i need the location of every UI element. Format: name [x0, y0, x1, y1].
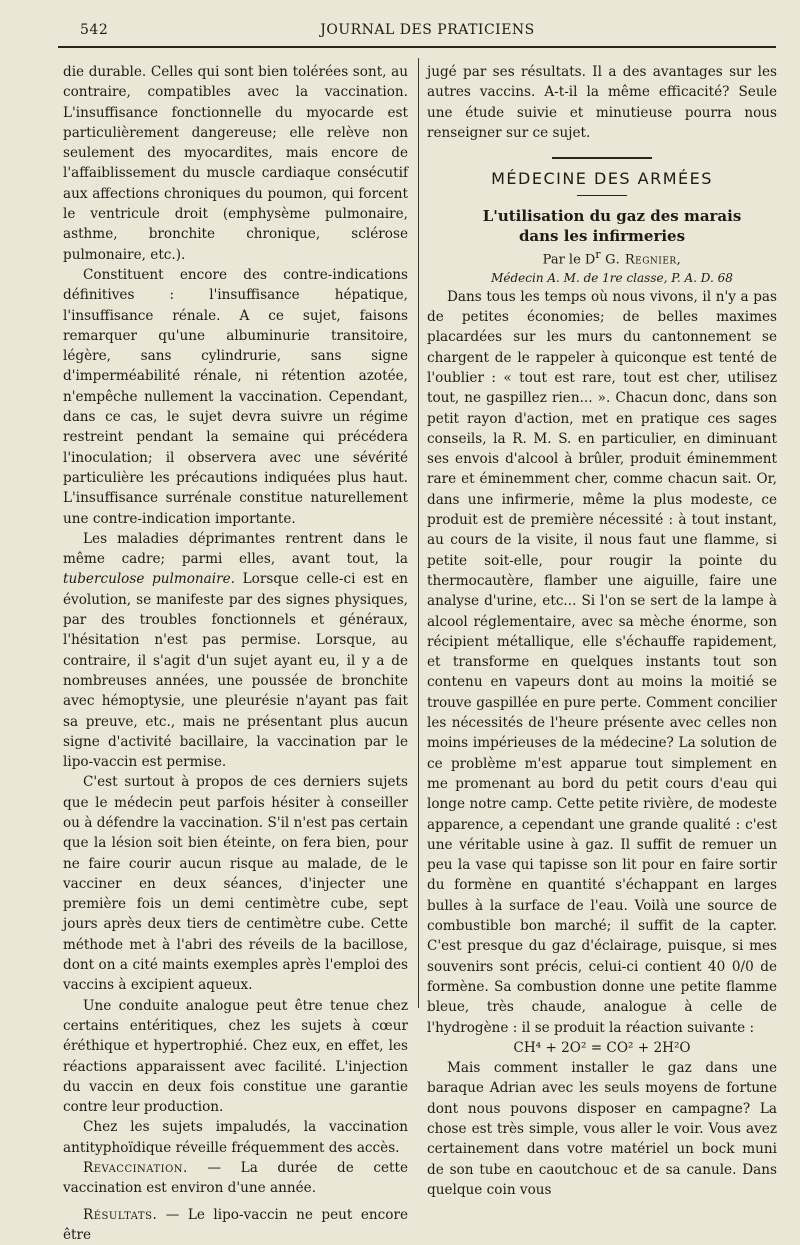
paragraph: C'est surtout à propos de ces derniers sujets que le médecin peut parfois hésiter à conseiller ou à défendre la vaccination. S'il n'est pas certain que la lésion soit bien éteinte, on fera bien, pour ne faire courir aucun risque au malade, de le vacciner en deux séances, d'injecter une première fois un demi centimètre cube, sept jours après deux tiers de centimètre cube. Cette méthode met à l'abri des réveils de la bacillose, dont on a cité maints exemples après l'emploi des vaccins à excipient aqueux.	[63, 774, 408, 994]
section-heading: MÉDECINE DES ARMÉES	[491, 169, 713, 189]
article-title: L'utilisation du gaz des marais dans les infirmeries	[482, 207, 742, 246]
paragraph: jugé par ses résultats. Il a des avantages sur les autres vaccins. A-t-il la même efficacité? Seule une étude suivie et minutieuse pourra nous renseigner sur ce sujet.	[427, 64, 777, 141]
left-column	[63, 62, 408, 1245]
run-in-heading: Revaccination.	[83, 1160, 188, 1177]
paragraph: Revaccination. — La durée de cette vaccination est environ d'une année.	[63, 1160, 408, 1197]
section-rule	[577, 195, 627, 196]
byline: Par le $D^r$ G. Regnier,	[542, 248, 682, 268]
run-in-heading: Résultats.	[83, 1206, 158, 1223]
affiliation: Médecin A. M. de 1re classe, P. A. D. 68	[491, 270, 733, 285]
separator-rule	[552, 157, 652, 159]
paragraph: Dans tous les temps où nous vivons, il n'y a pas de petites économies; de belles maximes placardées sur les murs du cantonnement se chargent de le rappeler à quiconque est tenté de l'oublier : « tout est rare, tout est cher, utilisez tout, ne gaspillez rien... ». Chacun donc, dans son petit rayon d'action, met en pratique ces sages conseils, la R. M. S. en particulier, en diminuant ses envois d'alcool à brûler, produit éminemment rare et éminemment cher, comme chacun sait. Or, dans une infirmerie, même la plus modeste, ce produit est de première nécessité : à tout instant, au cours de la visite, il nous faut une flamme, si petite soit-elle, pour rougir la pointe du thermocautère, flamber une aiguille, faire une analyse d'urine, etc... Si l'on se sert de la lampe à alcool réglementaire, avec sa mèche énorme, son récipient métallique, elle s'échauffe rapidement, et transforme en quelques instants tout son contenu en vapeurs dont au moins la moitié se trouve gaspillée en pure perte. Comment concilier les nécessités de l'heure présente avec celles non moins impérieuses de la médecine? La solution de ce problème m'est apparue tout simplement en me promenant au bord du petit cours d'eau qui longe notre camp. Cette petite rivière, de modeste apparence, a cependant une grande qualité : c'est une véritable usine à gaz. Il suffit de remuer un peu la vase qui tapisse son lit pour en faire sortir du formène en quantité s'échappant en larges bulles à la surface de l'eau. Voilà une source de combustible bon marché; il suffit de la capter. C'est presque du gaz d'éclairage, puisque, si mes souvenirs sont précis, celui-ci contient 40 0/0 de formène. Sa combustion donne une petite flamme bleue, très chaude, analogue à celle de l'hydrogène : il se produit la réaction suivante :	[427, 288, 777, 1036]
paragraph: Mais comment installer le gaz dans une baraque Adrian avec les seuls moyens de fortune dont nous pouvons disposer en campagne? La chose est très simple, vous aller le voir. Vous avez certainement dans votre matériel un bock muni de son tube en caoutchouc et de sa canule. Dans quelque coin vous	[427, 1060, 777, 1198]
paragraph: Une conduite analogue peut être tenue chez certains entéritiques, chez les sujets à cœur éréthique et hypertrophié. Chez eux, en effet, les réactions apparaissent avec facilité. L'injection du vaccin en deux fois constitue une garantie contre leur production.	[63, 997, 408, 1116]
paragraph: Chez les sujets impaludés, la vaccination antityphoïdique réveille fréquemment des accès.	[63, 1119, 408, 1156]
chemical-formula: CH⁴ + 2O² = CO² + 2H²O	[513, 1039, 691, 1056]
journal-title: JOURNAL DES PRATICIENS	[320, 22, 535, 38]
page-header	[80, 22, 775, 42]
paragraph: Résultats. — Le lipo-vaccin ne peut encore être	[63, 1206, 408, 1243]
paragraph: die durable. Celles qui sont bien tolérées sont, au contraire, compatibles avec la vaccination. L'insuffisance fonctionnelle du myocarde est particulièrement dangereuse; elle relève non seulement des myocardites, mais encore de l'affaiblissement du muscle cardiaque consécutif aux affections chroniques du poumon, qui forcent le ventricule droit (emphysème pulmonaire, asthme, bronchite chronique, sclérose pulmonaire, etc.).	[63, 64, 408, 263]
page-number: 542	[80, 22, 109, 38]
italic-term: tuberculose pulmonaire.	[63, 571, 235, 588]
paragraph: Les maladies déprimantes rentrent dans le même cadre; parmi elles, avant tout, la tuberculose pulmonaire. Lorsque celle-ci est en évolution, se manifeste par des signes physiques, par des troubles fonctionnels et généraux, l'hésitation n'est pas permise. Lorsque, au contraire, il s'agit d'un sujet ayant eu, il y a de nombreuses années, une poussée de bronchite avec hémoptysie, une pleurésie n'ayant pas fait sa preuve, etc., mais ne présentant plus aucun signe d'activité bacillaire, la vaccination par le lipo-vaccin est permise.	[63, 530, 408, 771]
right-column	[427, 62, 777, 1200]
header-rule	[58, 46, 776, 48]
paragraph: Constituent encore des contre-indications définitives : l'insuffisance hépatique, l'insuffisance rénale. A ce sujet, faisons remarquer qu'une albuminurie transitoire, légère, sans cylindrurie, sans signe d'imperméabilité rénale, ni rétention azotée, n'empêche nullement la vaccination. Cependant, dans ce cas, le sujet devra suivre un régime restreint pendant la semaine qui précédera l'inoculation; il observera avec une sévérité particulière les précautions indiquées plus haut. L'insuffisance surrénale constitue naturellement une contre-indication importante.	[63, 266, 408, 527]
column-divider	[418, 58, 419, 1008]
